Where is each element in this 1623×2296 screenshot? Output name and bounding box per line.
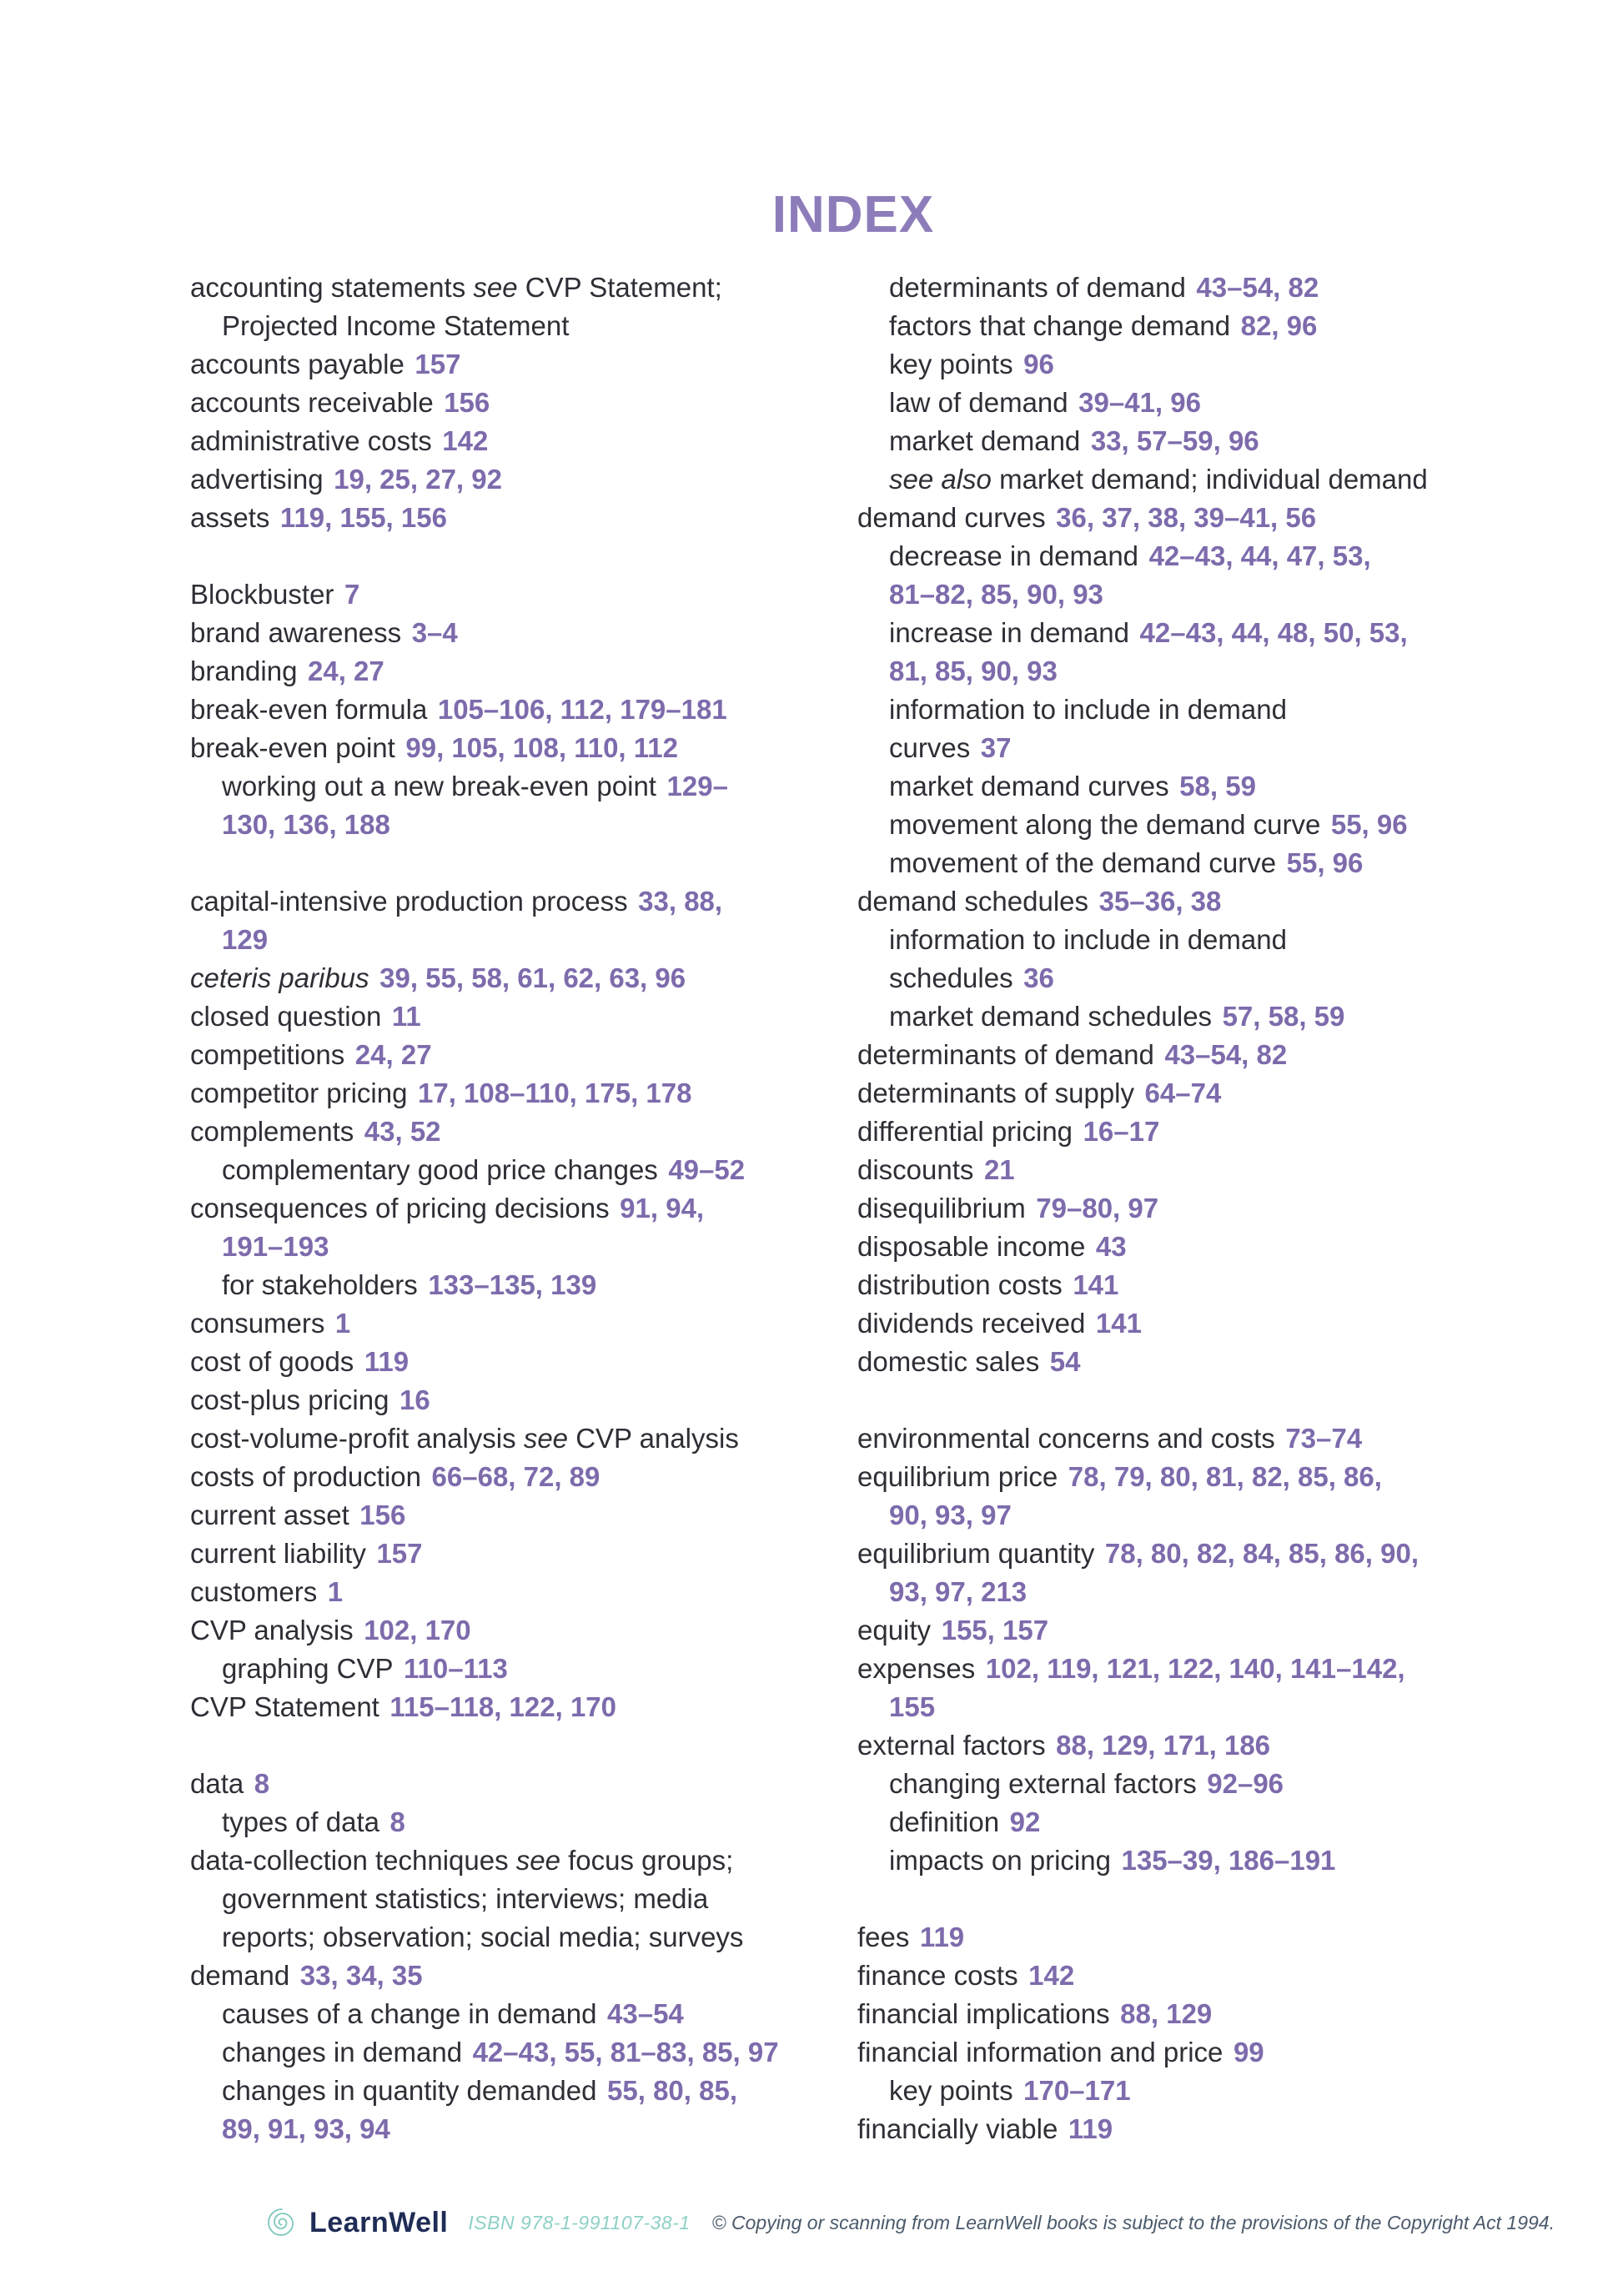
entry-term: break-even formula	[190, 694, 428, 725]
index-entry-line	[190, 345, 820, 384]
entry-term: key points	[889, 2075, 1013, 2106]
page-numbers: 43–54, 82	[1164, 1039, 1288, 1070]
index-entry-line	[857, 614, 1591, 652]
index-entry-line	[857, 767, 1591, 806]
entry-term: impacts on pricing	[889, 1845, 1111, 1876]
entry-term: accounting statements	[190, 272, 474, 303]
page-numbers: 92	[1009, 1806, 1041, 1837]
index-entry-line	[857, 1266, 1591, 1304]
index-entry-line	[857, 269, 1591, 307]
page-numbers: 79–80, 97	[1036, 1193, 1159, 1223]
index-entry-line	[190, 1458, 820, 1496]
page-numbers: 78, 79, 80, 81, 82, 85, 86,	[1068, 1461, 1382, 1492]
page-numbers: 57, 58, 59	[1222, 1001, 1345, 1032]
page-numbers: 141	[1095, 1308, 1142, 1339]
entry-term: demand	[190, 1960, 290, 1991]
entry-term: CVP analysis	[190, 1615, 354, 1645]
entry-term: equilibrium quantity	[857, 1538, 1095, 1569]
index-entry-line	[190, 1918, 820, 1957]
page-footer	[265, 2206, 1555, 2239]
entry-term: movement of the demand curve	[889, 847, 1277, 878]
index-entry-line	[190, 1074, 820, 1113]
entry-term: information to include in demand	[889, 924, 1287, 955]
cross-reference: see	[523, 1423, 569, 1454]
entry-term: financial implications	[857, 1998, 1110, 2029]
entry-term: CVP analysis	[568, 1423, 739, 1454]
index-entry-line	[857, 1304, 1591, 1343]
index-entry-line	[857, 575, 1591, 614]
index-column-right	[857, 269, 1591, 2148]
index-entry-line	[190, 882, 820, 921]
index-entry-line	[190, 384, 820, 422]
entry-term: decrease in demand	[889, 540, 1139, 571]
index-entry-line	[190, 652, 820, 691]
entry-term: competitions	[190, 1039, 345, 1070]
index-entry-line	[857, 1113, 1591, 1151]
page-numbers: 156	[444, 387, 490, 418]
entry-term: administrative costs	[190, 425, 432, 456]
page-numbers: 78, 80, 82, 84, 85, 86, 90,	[1104, 1538, 1419, 1569]
entry-term: market demand; individual demand	[991, 464, 1428, 495]
index-entry-line	[190, 1113, 820, 1151]
page-numbers: 11	[391, 1001, 421, 1032]
entry-term: government statistics; interviews; media	[222, 1883, 709, 1914]
blank-line	[857, 1880, 1591, 1918]
index-entry-line	[857, 1688, 1591, 1726]
page-numbers: 8	[254, 1768, 270, 1799]
index-entry-line	[190, 1151, 820, 1189]
index-entry-line	[857, 997, 1591, 1036]
index-entry-line	[190, 1573, 820, 1611]
entry-term: determinants of demand	[857, 1039, 1154, 1070]
page-numbers: 82, 96	[1240, 310, 1318, 341]
index-entry-line	[857, 422, 1591, 460]
index-entry-line	[190, 2072, 820, 2110]
entry-term: advertising	[190, 464, 324, 495]
index-entry-line	[857, 384, 1591, 422]
page-numbers: 110–113	[404, 1653, 508, 1684]
index-entry-line	[857, 729, 1591, 767]
index-entry-line	[190, 1803, 820, 1841]
entry-term: external factors	[857, 1730, 1046, 1761]
page-numbers: 155	[889, 1691, 936, 1722]
index-entry-line	[857, 1189, 1591, 1228]
entry-term: brand awareness	[190, 617, 402, 648]
page-numbers: 16–17	[1083, 1116, 1160, 1147]
index-entry-line	[857, 882, 1591, 921]
page-numbers: 33, 88,	[638, 886, 723, 917]
page-numbers: 81, 85, 90, 93	[889, 656, 1058, 686]
index-entry-line	[857, 1573, 1591, 1611]
index-entry-line	[857, 1228, 1591, 1266]
index-entry-line	[857, 1803, 1591, 1841]
index-entry-line	[857, 1036, 1591, 1074]
entry-term: changing external factors	[889, 1768, 1197, 1799]
entry-term: data-collection techniques	[190, 1845, 516, 1876]
page-numbers: 24, 27	[307, 656, 384, 686]
entry-term: environmental concerns and costs	[857, 1423, 1275, 1454]
entry-term: schedules	[889, 962, 1013, 993]
blank-line	[190, 1726, 820, 1765]
index-entry-line	[857, 1765, 1591, 1803]
entry-term: changes in quantity demanded	[222, 2075, 597, 2106]
entry-term: working out a new break-even point	[222, 771, 656, 801]
entry-term: disequilibrium	[857, 1193, 1026, 1223]
entry-term: factors that change demand	[889, 310, 1231, 341]
page-numbers: 119	[919, 1922, 965, 1952]
index-entry-line	[190, 1880, 820, 1918]
index-entry-line	[857, 460, 1591, 499]
page-numbers: 119	[1068, 2113, 1113, 2144]
cross-reference: see	[473, 272, 518, 303]
page-numbers: 37	[980, 732, 1012, 763]
entry-term: differential pricing	[857, 1116, 1073, 1147]
page-numbers: 7	[344, 579, 360, 610]
index-entry-line	[857, 2033, 1591, 2072]
page-numbers: 142	[1028, 1960, 1075, 1991]
page-numbers: 141	[1073, 1269, 1119, 1300]
page-numbers: 36	[1023, 962, 1054, 993]
entry-term: for stakeholders	[222, 1269, 418, 1300]
index-entry-line	[857, 2110, 1591, 2148]
entry-term: types of data	[222, 1806, 379, 1837]
entry-term: cost-volume-profit analysis	[190, 1423, 524, 1454]
entry-term: market demand	[889, 425, 1081, 456]
index-entry-line	[857, 1151, 1591, 1189]
entry-term: complementary good price changes	[222, 1154, 658, 1185]
entry-term: dividends received	[857, 1308, 1086, 1339]
entry-term: cost-plus pricing	[190, 1384, 389, 1415]
cross-reference: ceteris paribus	[190, 962, 369, 993]
entry-term: market demand schedules	[889, 1001, 1213, 1032]
index-entry-line	[857, 1726, 1591, 1765]
index-entry-line	[857, 1957, 1591, 1995]
index-entry-line	[190, 1535, 820, 1573]
entry-term: CVP Statement;	[517, 272, 722, 303]
entry-term: consequences of pricing decisions	[190, 1193, 610, 1223]
page-numbers: 115–118, 122, 170	[389, 1691, 616, 1722]
index-entry-line	[190, 2110, 820, 2148]
entry-term: determinants of supply	[857, 1078, 1135, 1108]
page-numbers: 155, 157	[941, 1615, 1049, 1645]
page-numbers: 42–43, 44, 48, 50, 53,	[1139, 617, 1408, 648]
index-entry-line	[857, 2072, 1591, 2110]
entry-term: equilibrium price	[857, 1461, 1058, 1492]
page-numbers: 88, 129, 171, 186	[1056, 1730, 1271, 1761]
entry-term: key points	[889, 349, 1013, 379]
page-numbers: 17, 108–110, 175, 178	[417, 1078, 692, 1108]
index-entry-line	[190, 575, 820, 614]
entry-term: graphing CVP	[222, 1653, 394, 1684]
index-entry-line	[190, 1688, 820, 1726]
entry-term: curves	[889, 732, 971, 763]
page-numbers: 88, 129	[1120, 1998, 1213, 2029]
index-entry-line	[857, 307, 1591, 345]
index-entry-line	[190, 1765, 820, 1803]
index-entry-line	[190, 1228, 820, 1266]
index-entry-line	[190, 1189, 820, 1228]
entry-term: cost of goods	[190, 1346, 354, 1377]
index-entry-line	[190, 997, 820, 1036]
page-numbers: 96	[1023, 349, 1054, 379]
page-numbers: 91, 94,	[620, 1193, 705, 1223]
index-entry-line	[190, 767, 820, 806]
page-numbers: 55, 96	[1330, 809, 1408, 840]
entry-term: CVP Statement	[190, 1691, 379, 1722]
index-entry-line	[190, 921, 820, 959]
index-entry-line	[190, 959, 820, 997]
page-numbers: 129–	[666, 771, 728, 801]
index-entry-line	[190, 1343, 820, 1381]
entry-term: market demand curves	[889, 771, 1169, 801]
index-entry-line	[857, 1918, 1591, 1957]
entry-term: finance costs	[857, 1960, 1018, 1991]
index-entry-line	[190, 1496, 820, 1535]
entry-term: customers	[190, 1576, 318, 1607]
page-numbers: 105–106, 112, 179–181	[437, 694, 727, 725]
page-numbers: 1	[327, 1576, 344, 1607]
page-numbers: 142	[442, 425, 489, 456]
index-entry-line	[190, 269, 820, 307]
page-numbers: 43, 52	[364, 1116, 441, 1147]
entry-term: closed question	[190, 1001, 382, 1032]
index-entry-line	[857, 1611, 1591, 1650]
page-numbers: 43	[1095, 1231, 1127, 1262]
page-numbers: 135–39, 186–191	[1121, 1845, 1336, 1876]
page-numbers: 43–54	[607, 1998, 684, 2029]
page-numbers: 93, 97, 213	[889, 1576, 1028, 1607]
page-numbers: 64–74	[1144, 1078, 1222, 1108]
index-entry-line	[190, 1036, 820, 1074]
entry-term: current liability	[190, 1538, 366, 1569]
page-title: INDEX	[771, 186, 935, 244]
index-entry-line	[857, 537, 1591, 575]
index-entry-line	[857, 652, 1591, 691]
index-entry-line	[190, 1650, 820, 1688]
page-numbers: 157	[415, 349, 461, 379]
index-entry-line	[857, 1650, 1591, 1688]
entry-term: demand schedules	[857, 886, 1089, 917]
entry-term: focus groups;	[560, 1845, 734, 1876]
entry-term: definition	[889, 1806, 1000, 1837]
entry-term: complements	[190, 1116, 354, 1147]
index-entry-line	[190, 691, 820, 729]
entry-term: domestic sales	[857, 1346, 1040, 1377]
index-entry-line	[190, 1381, 820, 1419]
index-entry-line	[190, 614, 820, 652]
entry-term: expenses	[857, 1653, 976, 1684]
index-entry-line	[857, 499, 1591, 537]
page-numbers: 55, 96	[1286, 847, 1364, 878]
entry-term: current asset	[190, 1500, 349, 1530]
index-entry-line	[190, 1266, 820, 1304]
blank-line	[857, 1381, 1591, 1419]
page-numbers: 54	[1049, 1346, 1081, 1377]
publisher-name: LearnWell	[309, 2206, 449, 2238]
index-entry-line	[857, 1419, 1591, 1458]
entry-term: costs of production	[190, 1461, 421, 1492]
entry-term: changes in demand	[222, 2037, 463, 2067]
index-entry-line	[190, 2033, 820, 2072]
page-numbers: 170–171	[1023, 2075, 1131, 2106]
index-entry-line	[190, 1419, 820, 1458]
entry-term: distribution costs	[857, 1269, 1063, 1300]
index-entry-line	[857, 959, 1591, 997]
page-numbers: 49–52	[668, 1154, 746, 1185]
entry-term: information to include in demand	[889, 694, 1287, 725]
page-numbers: 21	[983, 1154, 1015, 1185]
index-entry-line	[857, 1343, 1591, 1381]
page-numbers: 33, 57–59, 96	[1090, 425, 1259, 456]
index-column-left	[190, 269, 820, 2148]
index-entry-line	[857, 691, 1591, 729]
index-entry-line	[190, 499, 820, 537]
page-numbers: 129	[222, 924, 269, 955]
entry-term: movement along the demand curve	[889, 809, 1321, 840]
entry-term: law of demand	[889, 387, 1068, 418]
entry-term: fees	[857, 1922, 910, 1952]
cross-reference: see also	[889, 464, 992, 495]
entry-term: disposable income	[857, 1231, 1086, 1262]
index-entry-line	[857, 1995, 1591, 2033]
blank-line	[190, 537, 820, 575]
index-columns	[190, 269, 1591, 2148]
entry-term: consumers	[190, 1308, 325, 1339]
index-entry-line	[190, 460, 820, 499]
index-entry-line	[857, 345, 1591, 384]
page-numbers: 8	[389, 1806, 405, 1837]
page-numbers: 157	[376, 1538, 423, 1569]
index-entry-line	[190, 806, 820, 844]
entry-term: accounts payable	[190, 349, 404, 379]
page-numbers: 58, 59	[1179, 771, 1256, 801]
entry-term: discounts	[857, 1154, 974, 1185]
index-entry-line	[857, 1535, 1591, 1573]
index-entry-line	[190, 1957, 820, 1995]
index-entry-line	[190, 1304, 820, 1343]
entry-term: Blockbuster	[190, 579, 334, 610]
page-numbers: 99, 105, 108, 110, 112	[405, 732, 679, 763]
page-numbers: 81–82, 85, 90, 93	[889, 579, 1103, 610]
page-numbers: 55, 80, 85,	[607, 2075, 737, 2106]
page-numbers: 39, 55, 58, 61, 62, 63, 96	[379, 962, 686, 993]
entry-term: competitor pricing	[190, 1078, 408, 1108]
index-entry-line	[857, 1841, 1591, 1880]
page-numbers: 119, 155, 156	[279, 502, 447, 533]
page-numbers: 92–96	[1207, 1768, 1284, 1799]
entry-term: capital-intensive production process	[190, 886, 628, 917]
page-numbers: 33, 34, 35	[299, 1960, 423, 1991]
index-entry-line	[190, 422, 820, 460]
copyright-notice: © Copying or scanning from LearnWell books is subject to the provisions of the Copyright Act 1994.	[711, 2211, 1555, 2233]
page-numbers: 130, 136, 188	[222, 809, 390, 840]
index-entry-line	[857, 806, 1591, 844]
cross-reference: see	[515, 1845, 560, 1876]
index-entry-line	[857, 844, 1591, 882]
index-entry-line	[857, 1496, 1591, 1535]
page-numbers: 156	[359, 1500, 406, 1530]
page-numbers: 35–36, 38	[1098, 886, 1222, 917]
index-entry-line	[190, 307, 820, 345]
entry-term: equity	[857, 1615, 932, 1645]
index-entry-line	[190, 1841, 820, 1880]
page-numbers: 133–135, 139	[428, 1269, 597, 1300]
index-entry-line	[857, 921, 1591, 959]
page-numbers: 19, 25, 27, 92	[334, 464, 502, 495]
page-numbers: 66–68, 72, 89	[431, 1461, 600, 1492]
page-numbers: 16	[399, 1384, 430, 1415]
index-entry-line	[190, 1611, 820, 1650]
blank-line	[190, 844, 820, 882]
index-entry-line	[857, 1074, 1591, 1113]
page-numbers: 191–193	[222, 1231, 329, 1262]
entry-term: Projected Income Statement	[222, 310, 570, 341]
entry-term: financially viable	[857, 2113, 1058, 2144]
page-numbers: 24, 27	[354, 1039, 432, 1070]
entry-term: data	[190, 1768, 244, 1799]
page-numbers: 119	[364, 1346, 410, 1377]
page-numbers: 73–74	[1285, 1423, 1363, 1454]
page-numbers: 102, 170	[364, 1615, 471, 1645]
page-numbers: 42–43, 55, 81–83, 85, 97	[472, 2037, 779, 2067]
page-numbers: 43–54, 82	[1196, 272, 1319, 303]
entry-term: increase in demand	[889, 617, 1130, 648]
entry-term: break-even point	[190, 732, 395, 763]
entry-term: demand curves	[857, 502, 1046, 533]
entry-term: determinants of demand	[889, 272, 1186, 303]
entry-term: reports; observation; social media; surveys	[222, 1922, 744, 1952]
entry-term: branding	[190, 656, 298, 686]
page-numbers: 36, 37, 38, 39–41, 56	[1056, 502, 1317, 533]
index-entry-line	[190, 1995, 820, 2033]
isbn-text: ISBN 978-1-991107-38-1	[468, 2211, 691, 2233]
page-numbers: 42–43, 44, 47, 53,	[1148, 540, 1371, 571]
page-numbers: 99	[1233, 2037, 1264, 2067]
page-numbers: 102, 119, 121, 122, 140, 141–142,	[985, 1653, 1405, 1684]
entry-term: financial information and price	[857, 2037, 1224, 2067]
page-numbers: 90, 93, 97	[889, 1500, 1012, 1530]
page-numbers: 89, 91, 93, 94	[222, 2113, 390, 2144]
entry-term: accounts receivable	[190, 387, 434, 418]
index-entry-line	[857, 1458, 1591, 1496]
page-numbers: 1	[334, 1308, 351, 1339]
learnwell-spiral-logo-icon	[265, 2206, 299, 2239]
index-entry-line	[190, 729, 820, 767]
entry-term: causes of a change in demand	[222, 1998, 597, 2029]
entry-term: assets	[190, 502, 270, 533]
page-numbers: 3–4	[411, 617, 458, 648]
page-numbers: 39–41, 96	[1078, 387, 1201, 418]
